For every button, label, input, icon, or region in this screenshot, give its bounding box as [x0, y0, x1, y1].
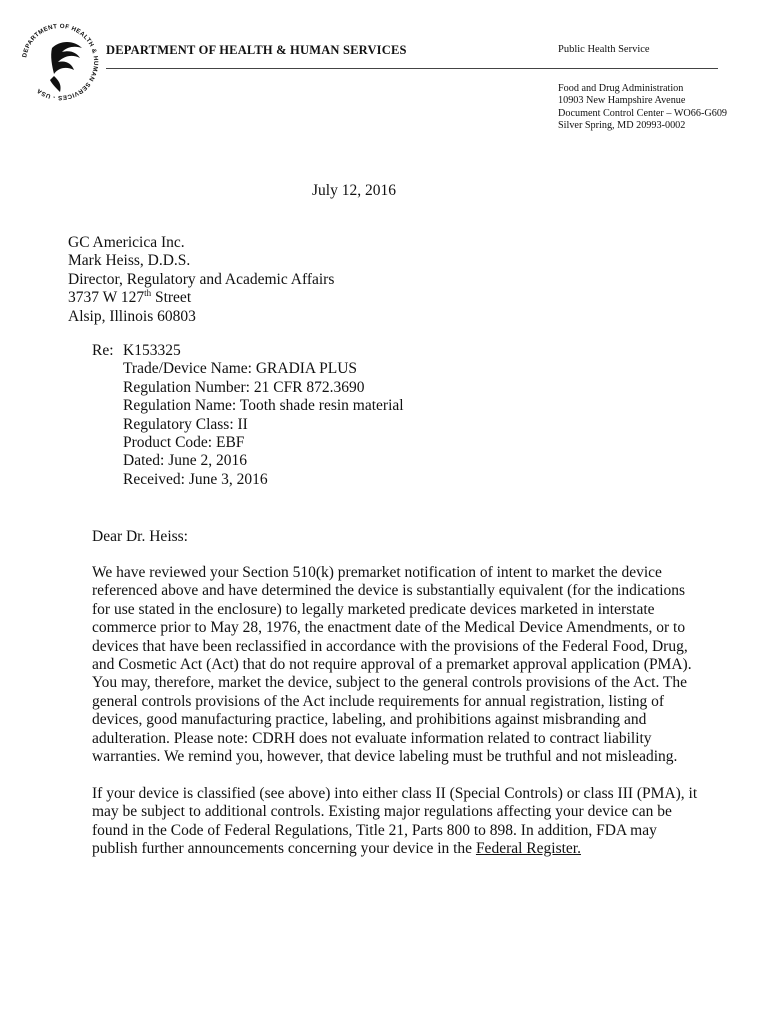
paragraph-line: and Cosmetic Act (Act) that do not require approval of a premarket approval application (PMA).: [92, 656, 692, 674]
header-divider: [106, 68, 718, 69]
re-block: [92, 342, 404, 489]
re-line: Received: June 3, 2016: [123, 470, 268, 488]
paragraph-line: You may, therefore, market the device, subject to the general controls provisions of the Act. The: [92, 674, 688, 692]
re-line: Regulatory Class: II: [123, 415, 248, 433]
paragraph-line: devices that have been reclassified in accordance with the provisions of the Federal Food, Drug,: [92, 637, 688, 655]
re-line: Dated: June 2, 2016: [123, 452, 247, 470]
service-name: Public Health Service: [558, 44, 650, 55]
paragraph-line: We have reviewed your Section 510(k) premarket notification of intent to market the device: [92, 564, 662, 581]
paragraph-line: devices, good manufacturing practice, labeling, and prohibitions against misbranding and: [92, 711, 647, 729]
agency-address: [558, 83, 727, 133]
address-line: Document Control Center – WO66-G609: [558, 107, 728, 119]
re-line: Regulation Name: Tooth shade resin material: [123, 397, 404, 415]
letter-date: July 12, 2016: [312, 182, 396, 199]
address-line: 10903 New Hampshire Avenue: [558, 95, 686, 107]
address-line: Silver Spring, MD 20993-0002: [558, 120, 686, 132]
paragraph-line: for use stated in the enclosure) to legally marketed predicate devices marketed in interstate: [92, 600, 655, 618]
recipient-block: [68, 234, 334, 326]
department-name: DEPARTMENT OF HEALTH & HUMAN SERVICES: [106, 43, 407, 57]
paragraph-line: general controls provisions of the Act include requirements for annual registration, listing of: [92, 692, 665, 710]
paragraph-line: commerce prior to May 28, 1976, the enactment date of the Medical Device Amendments, or to: [92, 619, 686, 637]
paragraph-line: If your device is classified (see above) into either class II (Special Controls) or class III (PMA), it: [92, 785, 698, 802]
paragraph-line: warranties. We remind you, however, that device labeling must be truthful and not misleading.: [92, 748, 678, 766]
seal-text: DEPARTMENT OF HEALTH & HUMAN SERVICES - USA: [21, 22, 100, 102]
re-line: Regulation Number: 21 CFR 872.3690: [123, 378, 365, 396]
recipient-company: GC Americica Inc.: [68, 234, 185, 251]
re-line: Trade/Device Name: GRADIA PLUS: [123, 360, 358, 378]
paragraph-line: referenced above and have determined the device is substantially equivalent (for the indications: [92, 582, 686, 600]
paragraph-line: adulteration. Please note: CDRH does not evaluate information related to contract liability: [92, 729, 652, 747]
paragraph-line: publish further announcements concerning your device in the Federal Register.: [92, 840, 581, 858]
recipient-name: Mark Heiss, D.D.S.: [68, 252, 191, 270]
recipient-street: 3737 W 127th Street: [68, 288, 192, 307]
re-line: Product Code: EBF: [123, 434, 245, 452]
paragraph-line: found in the Code of Federal Regulations, Title 21, Parts 800 to 898. In addition, FDA may: [92, 821, 657, 839]
salutation: Dear Dr. Heiss:: [92, 528, 188, 545]
re-label: Re:: [92, 342, 114, 359]
recipient-city: Alsip, Illinois 60803: [68, 307, 196, 325]
re-number: K153325: [123, 342, 181, 359]
eagle-profile-icon: [50, 42, 82, 92]
recipient-title: Director, Regulatory and Academic Affairs: [68, 270, 335, 288]
body-paragraph-2: [92, 785, 698, 859]
hhs-seal-logo: [16, 18, 104, 106]
body-paragraph-1: [92, 564, 692, 766]
federal-register-reference: Federal Register.: [475, 840, 581, 858]
paragraph-line: may be subject to additional controls. Existing major regulations affecting your device can be: [92, 803, 672, 821]
address-line: Food and Drug Administration: [558, 83, 684, 94]
